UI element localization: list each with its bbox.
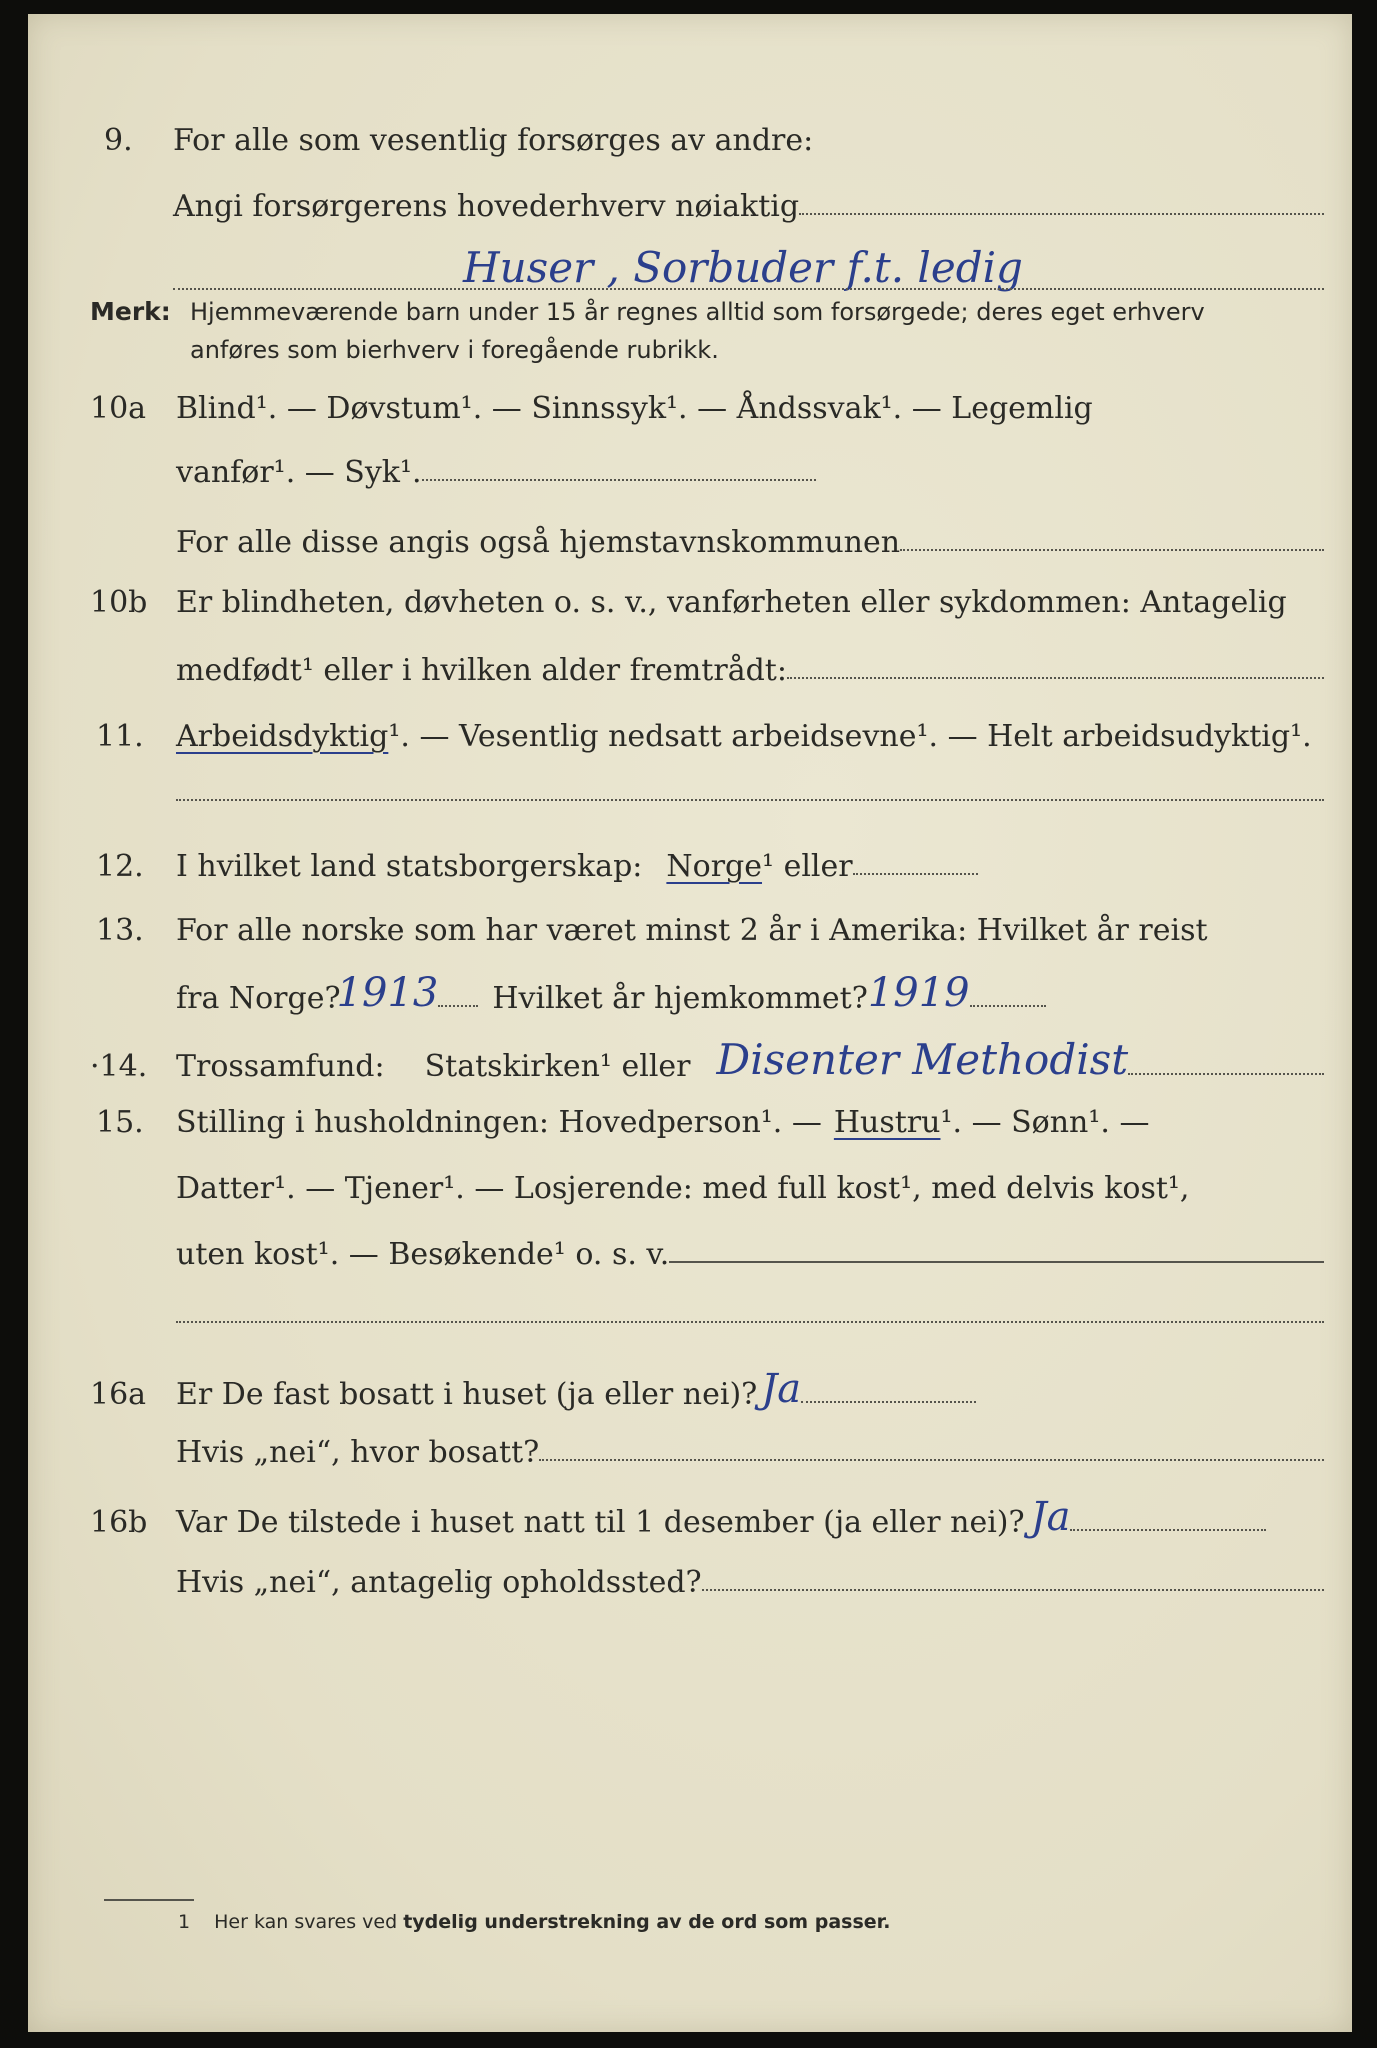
q10a-row-1 [28,382,1352,426]
q11-option-arbeidsdyktig: Arbeidsdyktig [176,719,389,754]
q9-answer-row [28,236,1352,292]
q16a-handwritten-answer: Ja [761,1366,802,1412]
q13-row-1 [28,904,1352,948]
footnote-bold-text: tydelig understrekning av de ord som passer. [403,1911,891,1933]
q11-text [176,719,1312,754]
q16a-text-1: Er De fast bosatt i huset (ja eller nei)? [176,1377,758,1412]
q15-line-1 [176,1105,1149,1140]
footnote-rule [104,1899,194,1901]
census-form-page [28,14,1352,2032]
q16a-number: 16a [90,1377,147,1412]
q16b-row-1 [28,1490,1352,1540]
footnote-text: Her kan svares ved [214,1911,398,1933]
merk-text-2: anføres som bierhverv i foregående rubrikk. [190,336,719,364]
q15-line1-post: ¹. — Sønn¹. — [940,1105,1150,1140]
q16a-line-1 [176,1366,976,1412]
merk-label: Merk: [90,297,171,326]
q10b-text-1: Er blindheten, døvheten o. s. v., vanførheten eller sykdommen: Antagelig [176,585,1287,620]
q9-text-2: Angi forsørgerens hovederhverv nøiaktig [173,189,800,224]
merk-text-1: Hjemmeværende barn under 15 år regnes alltid som forsørgede; deres eget erhverv [190,298,1205,326]
footnote-mark: 1 [178,1911,191,1933]
q10a-row-3 [28,516,1352,560]
q10a-text-2: vanfør¹. — Syk¹. [176,455,422,490]
q11-extra-line [28,766,1352,810]
q14-handwritten-denomination: Disenter Methodist [716,1035,1129,1084]
q14-mid: Statskirken¹ eller [424,1049,691,1084]
q15-answer-line [669,1261,1324,1263]
q16a-dotted-2 [539,1459,1324,1461]
q10a-line-2 [176,455,816,490]
q16b-text-2: Hvis „nei“, antagelig opholdssted? [176,1565,702,1600]
q15-line1-pre: Stilling i husholdningen: Hovedperson¹. — [176,1105,822,1140]
q13-dotted-1 [438,1005,478,1007]
q13-dotted-2 [970,1005,1046,1007]
q9-text-1: For alle som vesentlig forsørges av andre: [173,123,814,158]
merk-row-1 [28,290,1352,326]
q15-extra-line [28,1288,1352,1332]
q10a-text-1: Blind¹. — Døvstum¹. — Sinnssyk¹. — Åndssvak¹. — Legemlig [176,391,1093,426]
q12-option-norge: Norge [666,849,763,884]
q12-dotted [853,873,978,875]
q12-number: 12. [96,849,144,884]
q16a-text-2: Hvis „nei“, hvor bosatt? [176,1435,540,1470]
q9-answer-line [173,243,1324,292]
q14-number: ·14. [90,1049,148,1084]
q15-row-2 [28,1162,1352,1206]
q15-text-2: Datter¹. — Tjener¹. — Losjerende: med full kost¹, med delvis kost¹, [176,1171,1190,1206]
q12-pre: I hvilket land statsborgerskap: [176,849,643,884]
q13-line-2 [176,970,1046,1016]
q13-pre: fra Norge? [176,981,341,1016]
q14-line [176,1035,1324,1084]
q14-row [28,1032,1352,1084]
q12-post: ¹ eller [762,849,853,884]
q11-number: 11. [96,719,144,754]
q16a-row-1 [28,1362,1352,1412]
q10a-number: 10a [90,391,147,426]
q10a-row-2 [28,446,1352,490]
q16b-line-1 [176,1494,1266,1540]
q9-number: 9. [104,123,133,158]
q10b-row-1 [28,576,1352,620]
q11-dotted-wrap [176,799,1324,810]
q9-row-1 [28,114,1352,158]
q9-row-2 [28,180,1352,224]
q14-pre: Trossamfund: [176,1049,385,1084]
q16b-row-2 [28,1556,1352,1600]
q11-row [28,710,1352,754]
q15-line-3 [176,1237,1324,1272]
q16b-dotted [1070,1529,1266,1531]
q16b-number: 16b [90,1505,148,1540]
q9-dotted-line [799,213,1324,215]
q16b-line-2 [176,1565,1324,1600]
q10a-dotted-2 [900,549,1324,551]
q10b-row-2 [28,644,1352,688]
q9-handwritten-answer: Huser , Sorbuder f.t. ledig [463,243,1023,292]
q15-dotted [176,1321,1324,1323]
q15-row-3 [28,1228,1352,1272]
q15-row-1 [28,1096,1352,1140]
q14-dotted [1128,1073,1324,1075]
q13-number: 13. [96,913,144,948]
q10b-line-2 [176,653,1324,688]
q13-answer-year-left: 1913 [336,970,439,1016]
q10b-text-2: medfødt¹ eller i hvilken alder fremtrådt: [176,653,787,688]
q15-dotted-wrap [176,1321,1324,1332]
q11-rest: ¹. — Vesentlig nedsatt arbeidsevne¹. — Helt arbeidsudyktig¹. [388,719,1312,754]
q16a-row-2 [28,1426,1352,1470]
q15-text-3: uten kost¹. — Besøkende¹ o. s. v. [176,1237,670,1272]
q13-text-1: For alle norske som har været minst 2 år i Amerika: Hvilket år reist [176,913,1208,948]
q10a-line-3 [176,525,1324,560]
q13-answer-year-returned: 1919 [867,970,970,1016]
q10a-text-3: For alle disse angis også hjemstavnskommunen [176,525,901,560]
footnote [178,1911,891,1933]
q13-row-2 [28,964,1352,1016]
q12-row [28,840,1352,884]
q10b-number: 10b [90,585,148,620]
q16a-dotted [801,1401,976,1403]
q16a-line-2 [176,1435,1324,1470]
q12-line [176,849,978,884]
q10a-dotted-1 [422,479,816,481]
q16b-handwritten-answer: Ja [1030,1494,1071,1540]
q13-mid: Hvilket år hjemkommet? [492,981,868,1016]
q10b-dotted [787,677,1324,679]
q16b-dotted-2 [702,1589,1324,1591]
q9-line-2 [173,189,1324,224]
merk-row-2 [28,328,1352,364]
q11-dotted [176,799,1324,801]
q15-number: 15. [96,1105,144,1140]
q15-option-hustru: Hustru [833,1105,941,1140]
q16b-text-1: Var De tilstede i huset natt til 1 desember (ja eller nei)? [176,1505,1025,1540]
